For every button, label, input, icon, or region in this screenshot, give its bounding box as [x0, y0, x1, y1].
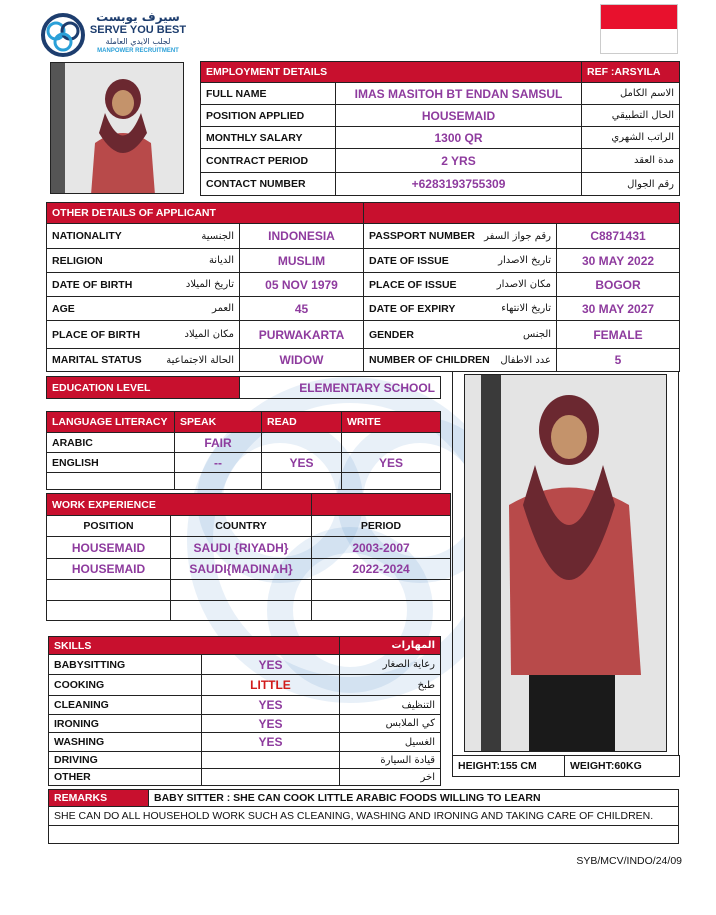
full-name-ar: الاسم الكامل — [582, 83, 680, 105]
employment-header: EMPLOYMENT DETAILS — [201, 62, 582, 83]
remarks-table — [48, 789, 679, 844]
position-column: POSITION — [47, 516, 171, 537]
number-of-children-label: NUMBER OF CHILDREN — [369, 354, 490, 366]
education-table — [46, 376, 441, 399]
date-of-expiry-label: DATE OF EXPIRY — [369, 302, 456, 315]
babysitting-label: BABYSITTING — [49, 655, 202, 675]
marital-status-label: MARITAL STATUS — [52, 354, 142, 366]
date-of-issue-label: DATE OF ISSUE — [369, 254, 449, 267]
english-label: ENGLISH — [47, 453, 175, 473]
contact-number-ar: رقم الجوال — [582, 173, 680, 196]
work-country: SAUDI {RIYADH} — [171, 537, 312, 559]
table-row — [47, 537, 451, 559]
position-applied-ar: الحال التطبيقي — [582, 105, 680, 127]
other-label: OTHER — [49, 769, 202, 786]
height-value: HEIGHT:155 CM — [453, 756, 565, 777]
religion-value: MUSLIM — [240, 249, 364, 273]
work-period: 2003-2007 — [312, 537, 451, 559]
age-label: AGE — [52, 302, 75, 315]
applicant-photo-small — [50, 62, 184, 194]
table-row — [47, 559, 451, 580]
driving-ar: قيادة السيارة — [340, 752, 441, 769]
arabic-speak: FAIR — [175, 433, 262, 453]
number-of-children-ar: عدد الاطفال — [500, 354, 552, 366]
remarks-line-1: BABY SITTER : SHE CAN COOK LITTLE ARABIC FOODS WILLING TO LEARN — [149, 790, 679, 807]
washing-value: YES — [202, 733, 340, 752]
weight-value: WEIGHT:60KG — [565, 756, 680, 777]
logo-emblem-icon — [40, 12, 86, 58]
work-experience-table — [46, 493, 451, 621]
logo-name: SERVE YOU BEST — [89, 24, 187, 36]
other-details-table — [46, 202, 680, 372]
employment-details-table — [200, 61, 680, 196]
marital-status-value: WIDOW — [240, 349, 364, 372]
skills-header-ar: المهارات — [340, 637, 441, 655]
period-column: PERIOD — [312, 516, 451, 537]
passport-number-label: PASSPORT NUMBER — [369, 230, 475, 242]
remarks-line-2: SHE CAN DO ALL HOUSEHOLD WORK SUCH AS CLEANING, WASHING AND IRONING AND TAKING CARE OF CHILDREN. — [49, 807, 679, 826]
place-of-birth-label: PLACE OF BIRTH — [52, 328, 141, 341]
date-of-birth-label: DATE OF BIRTH — [52, 278, 133, 291]
cooking-value: LITTLE — [202, 675, 340, 696]
document-code: SYB/MCV/INDO/24/09 — [576, 855, 682, 867]
gender-ar: الجنس — [522, 329, 552, 340]
cleaning-value: YES — [202, 696, 340, 715]
marital-status-ar: الحالة الاجتماعية — [166, 354, 234, 366]
age-value: 45 — [240, 297, 364, 321]
nationality-ar: الجنسية — [201, 230, 234, 242]
date-of-expiry-value: 30 MAY 2027 — [557, 297, 680, 321]
education-label: EDUCATION LEVEL — [47, 377, 240, 399]
other-ar: اخر — [340, 769, 441, 786]
nationality-value: INDONESIA — [240, 224, 364, 249]
indonesia-flag-icon — [600, 4, 678, 54]
english-speak: -- — [175, 453, 262, 473]
date-of-birth-value: 05 NOV 1979 — [240, 273, 364, 297]
speak-header: SPEAK — [175, 412, 262, 433]
applicant-photo-frame — [452, 371, 679, 756]
contact-number-label: CONTACT NUMBER — [201, 173, 336, 196]
work-experience-header-blank — [312, 494, 451, 516]
monthly-salary-label: MONTHLY SALARY — [201, 127, 336, 149]
other-details-header-blank — [364, 203, 680, 224]
ref-label: REF :ARSYILA — [582, 62, 680, 83]
gender-label: GENDER — [369, 328, 414, 341]
measurements-table — [452, 755, 680, 777]
date-of-issue-value: 30 MAY 2022 — [557, 249, 680, 273]
work-position: HOUSEMAID — [47, 559, 171, 580]
passport-number-value: C8871431 — [557, 224, 680, 249]
religion-label: RELIGION — [52, 254, 103, 267]
contract-period-value: 2 YRS — [336, 149, 582, 173]
cooking-ar: طبخ — [340, 675, 441, 696]
applicant-photo-large — [464, 374, 667, 752]
ironing-value: YES — [202, 715, 340, 733]
full-name-value: IMAS MASITOH BT ENDAN SAMSUL — [336, 83, 582, 105]
company-logo — [40, 10, 190, 60]
work-experience-header: WORK EXPERIENCE — [47, 494, 312, 516]
education-value: ELEMENTARY SCHOOL — [240, 377, 441, 399]
arabic-read — [262, 433, 342, 453]
logo-arabic: سيرف يوبست — [96, 10, 180, 24]
date-of-expiry-ar: تاريخ الانتهاء — [501, 303, 552, 314]
work-country: SAUDI{MADINAH} — [171, 559, 312, 580]
date-of-birth-ar: تاريخ الميلاد — [185, 279, 234, 290]
work-position: HOUSEMAID — [47, 537, 171, 559]
logo-arabic-sub: لجلب الايدي العاملة — [105, 37, 171, 46]
read-header: READ — [262, 412, 342, 433]
position-applied-label: POSITION APPLIED — [201, 105, 336, 127]
monthly-salary-ar: الراتب الشهري — [582, 127, 680, 149]
country-column: COUNTRY — [171, 516, 312, 537]
babysitting-value: YES — [202, 655, 340, 675]
washing-label: WASHING — [49, 733, 202, 752]
position-applied-value: HOUSEMAID — [336, 105, 582, 127]
ironing-label: IRONING — [49, 715, 202, 733]
arabic-label: ARABIC — [47, 433, 175, 453]
date-of-issue-ar: تاريخ الاصدار — [498, 255, 552, 266]
place-of-birth-value: PURWAKARTA — [240, 321, 364, 349]
place-of-issue-value: BOGOR — [557, 273, 680, 297]
religion-ar: الديانة — [208, 255, 234, 266]
work-period: 2022-2024 — [312, 559, 451, 580]
contact-number-value: +6283193755309 — [336, 173, 582, 196]
place-of-issue-label: PLACE OF ISSUE — [369, 278, 457, 291]
remarks-label: REMARKS — [49, 790, 149, 807]
cooking-label: COOKING — [49, 675, 202, 696]
gender-value: FEMALE — [557, 321, 680, 349]
other-details-header: OTHER DETAILS OF APPLICANT — [47, 203, 364, 224]
language-table — [46, 411, 441, 490]
arabic-write — [342, 433, 441, 453]
driving-value — [202, 752, 340, 769]
write-header: WRITE — [342, 412, 441, 433]
contract-period-ar: مدة العقد — [582, 149, 680, 173]
number-of-children-value: 5 — [557, 349, 680, 372]
cleaning-label: CLEANING — [49, 696, 202, 715]
cleaning-ar: التنظيف — [340, 696, 441, 715]
age-ar: العمر — [212, 303, 234, 314]
monthly-salary-value: 1300 QR — [336, 127, 582, 149]
place-of-issue-ar: مكان الاصدار — [496, 279, 552, 290]
skills-table — [48, 636, 441, 786]
passport-number-ar: رقم جواز السفر — [484, 230, 552, 242]
full-name-label: FULL NAME — [201, 83, 336, 105]
language-header: LANGUAGE LITERACY — [47, 412, 175, 433]
english-write: YES — [342, 453, 441, 473]
logo-sub: MANPOWER RECRUITMENT — [97, 48, 179, 54]
contract-period-label: CONTRACT PERIOD — [201, 149, 336, 173]
driving-label: DRIVING — [49, 752, 202, 769]
skills-header: SKILLS — [49, 637, 340, 655]
washing-ar: الغسيل — [340, 733, 441, 752]
ironing-ar: كي الملابس — [340, 715, 441, 733]
place-of-birth-ar: مكان الميلاد — [184, 329, 234, 340]
english-read: YES — [262, 453, 342, 473]
babysitting-ar: رعاية الصغار — [340, 655, 441, 675]
nationality-label: NATIONALITY — [52, 230, 122, 242]
other-value — [202, 769, 340, 786]
